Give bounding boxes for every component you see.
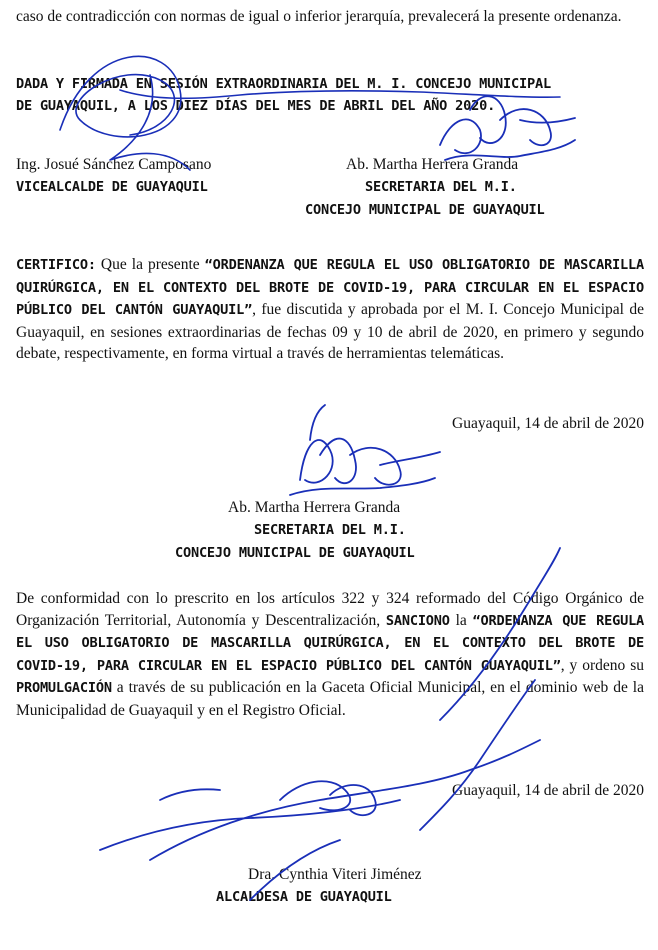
sanciono-paragraph	[16, 588, 644, 721]
date-2: Guayaquil, 14 de abril de 2020	[452, 782, 644, 799]
vicealcalde-title: VICEALCALDE DE GUAYAQUIL	[16, 179, 208, 195]
dada-line-1: DADA Y FIRMADA EN SESIÓN EXTRAORDINARIA DEL M. I. CONCEJO MUNICIPAL	[16, 76, 551, 92]
sanciono-label: SANCIONO	[385, 612, 450, 629]
vicealcalde-name: Ing. Josué Sánchez Camposano	[16, 156, 212, 173]
certifico-label: CERTIFICO:	[16, 257, 96, 273]
sanciono-post-2: a través de su publicación en la Gaceta Oficial Municipal, en el dominio web de la Municipalidad de Guayaquil y en el Registro Oficial.	[16, 679, 644, 719]
sanciono-mid: la	[455, 611, 467, 629]
certifico-post: , fue discutida y aprobada por el M. I. Concejo Municipal de Guayaquil, en sesiones extraordinarias de fechas 09 y 10 de abril de 2020, en primero y segundo debate, respectivamente, en forma virtual a través de herramientas telemáticas.	[16, 301, 645, 362]
secretary-title-2: CONCEJO MUNICIPAL DE GUAYAQUIL	[175, 545, 415, 561]
certifico-pre: Que la presente	[100, 256, 200, 273]
sanciono-pre: De conformidad con lo prescrito en los artículos 322 y 324 reformado del Código Orgánico de Organización Territorial, Autonomía y Descentralización,	[16, 590, 644, 629]
sanciono-post-1: , y ordeno su	[560, 656, 645, 674]
intro-text: caso de contradicción con normas de igual o inferior jerarquía, prevalecerá la presente ordenanza.	[16, 8, 622, 25]
intro-paragraph	[16, 6, 644, 28]
secretaria-title-top-1: SECRETARIA DEL M.I.	[365, 179, 517, 195]
secretaria-title-top-2: CONCEJO MUNICIPAL DE GUAYAQUIL	[305, 202, 545, 218]
sanciono-ordenanza-title: “ORDENANZA QUE REGULA EL USO OBLIGATORIO DE MASCARILLA QUIRÚRGICA, EN EL CONTEXTO DEL BROTE DE COVID-19, PARA CIRCULAR EN EL ESPACIO PÚBLICO DEL CANTÓN GUAYAQUIL”	[16, 612, 645, 674]
secretaria-name-top: Ab. Martha Herrera Granda	[346, 156, 519, 173]
secretaria-signature	[290, 405, 440, 495]
alcaldesa-name: Dra. Cynthia Viteri Jiménez	[248, 866, 422, 883]
dada-line-2: DE GUAYAQUIL, A LOS DIEZ DÍAS DEL MES DE ABRIL DEL AÑO 2020.	[16, 98, 496, 114]
date-1: Guayaquil, 14 de abril de 2020	[452, 415, 644, 432]
promulgacion-label: PROMULGACIÓN	[16, 680, 112, 696]
certifico-paragraph	[16, 254, 644, 365]
alcaldesa-title: ALCALDESA DE GUAYAQUIL	[216, 889, 392, 905]
secretary-title-1: SECRETARIA DEL M.I.	[254, 522, 406, 538]
certifico-ordenanza-title: “ORDENANZA QUE REGULA EL USO OBLIGATORIO DE MASCARILLA QUIRÚRGICA, EN EL CONTEXTO DEL BROTE DE COVID-19, PARA CIRCULAR EN EL ESPACIO PÚBLICO DEL CANTÓN GUAYAQUIL”	[16, 257, 644, 318]
secretary-name: Ab. Martha Herrera Granda	[228, 499, 401, 516]
